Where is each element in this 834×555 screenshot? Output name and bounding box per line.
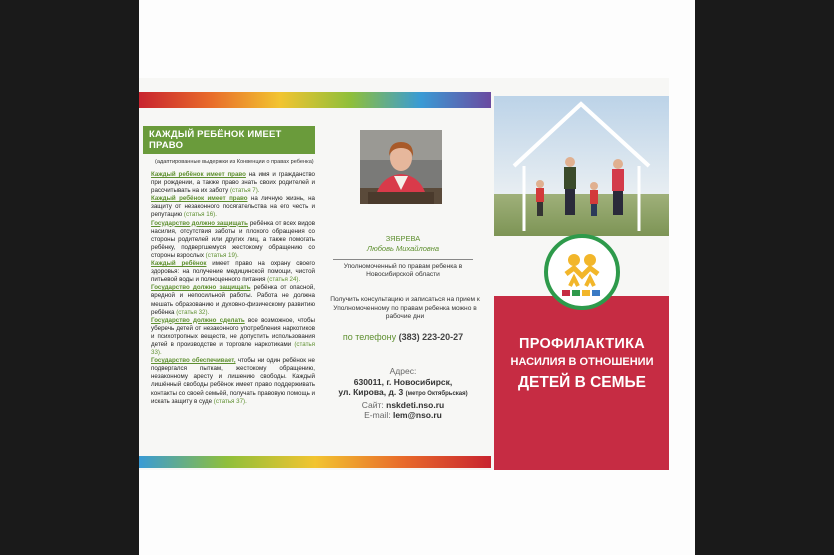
rights-paragraph: Государство должно защищать ребёнка от опасной, вредной и непосильной работы. Работа не должна мешать образованию и духовно-физическому развитию ребёнка (статья 32). (151, 284, 315, 316)
ombudsman-photo (360, 130, 442, 204)
rights-title: КАЖДЫЙ РЕБЁНОК ИМЕЕТ ПРАВО (143, 126, 315, 154)
brochure (139, 78, 669, 470)
title-line-1: ПРОФИЛАКТИКА (518, 336, 646, 352)
email-label: E-mail: (364, 410, 391, 420)
ombudsman-given-name: Любовь Михайловна (366, 244, 440, 253)
site-label: Сайт: (361, 399, 384, 410)
consultation-info: Получить консультацию и записаться на прием к Уполномоченному по правам ребенка можно в рабочие дни (330, 296, 480, 321)
brochure-title (502, 336, 662, 392)
rainbow-stripe-top (139, 92, 491, 108)
rights-subtitle: (адаптированные выдержки из Конвенции о правах ребенка) (155, 159, 314, 165)
address-metro: (метро Октябрьская) (405, 391, 468, 397)
ombudsman-logo (544, 234, 620, 310)
phone-number: (383) 223-20-27 (398, 332, 464, 342)
rights-paragraph: Государство должно защищать ребёнка от всех видов насилия, отсутствия заботы и плохого обращения со стороны родителей или других лиц, а также помогать ребёнку, подвергшемуся жестокому обращению со стороны взрослых (статья 19). (151, 219, 315, 259)
rights-body (151, 171, 315, 406)
rights-paragraph: Каждый ребёнок имеет право на охрану своего здоровья: на получение медицинской помощи, чистой питьевой воды и полноценного питания (статья 24). (151, 260, 315, 284)
address-label: Адрес: (389, 366, 417, 376)
contact-panel (319, 126, 487, 446)
title-line-3: ДЕТЕЙ В СЕМЬЕ (517, 374, 647, 391)
title-line-2: НАСИЛИЯ В ОТНОШЕНИИ (510, 356, 654, 368)
rights-paragraph: Государство обеспечивает, чтобы ни один ребёнок не подвергался пыткам, жестокому обращению, незаконному аресту и лишению свободы. Каждый лишённый свободы ребёнок имеет право поддерживать контакты со своей семьёй, получать правовую помощь и искать защиту в суде (статья 37). (151, 357, 315, 405)
rights-paragraph: Государство должно сделать все возможное, чтобы уберечь детей от незаконного употребления наркотиков и психотропных веществ, не допустить использования детей в производстве и торговле наркотиками (статья 33). (151, 316, 315, 357)
phone-label: по телефону (342, 332, 397, 342)
address-block (319, 366, 487, 421)
site-link: nskdeti.nso.ru (386, 399, 445, 410)
ombudsman-surname: ЗЯБРЕВА (385, 234, 421, 243)
phone-line (319, 332, 487, 342)
cover-panel (494, 96, 669, 470)
rainbow-stripe-bottom (139, 456, 491, 468)
address-city: 630011, г. Новосибирск, (353, 376, 453, 387)
address-street: ул. Кирова, д. 3 (338, 387, 404, 397)
rights-paragraph: Каждый ребёнок имеет право на имя и гражданство при рождении, а также право знать своих родителей и рассчитывать на их заботу (статья 7). (151, 171, 315, 195)
ombudsman-role: Уполномоченный по правам ребенка в Новосибирской области (333, 259, 473, 279)
rights-panel (143, 126, 315, 446)
rights-paragraph: Каждый ребёнок имеет право на личную жизнь, на защиту от незаконного посягательства на его честь и репутацию (статья 16). (151, 195, 316, 219)
family-photo (494, 96, 669, 236)
email-link: lem@nso.ru (392, 410, 442, 420)
